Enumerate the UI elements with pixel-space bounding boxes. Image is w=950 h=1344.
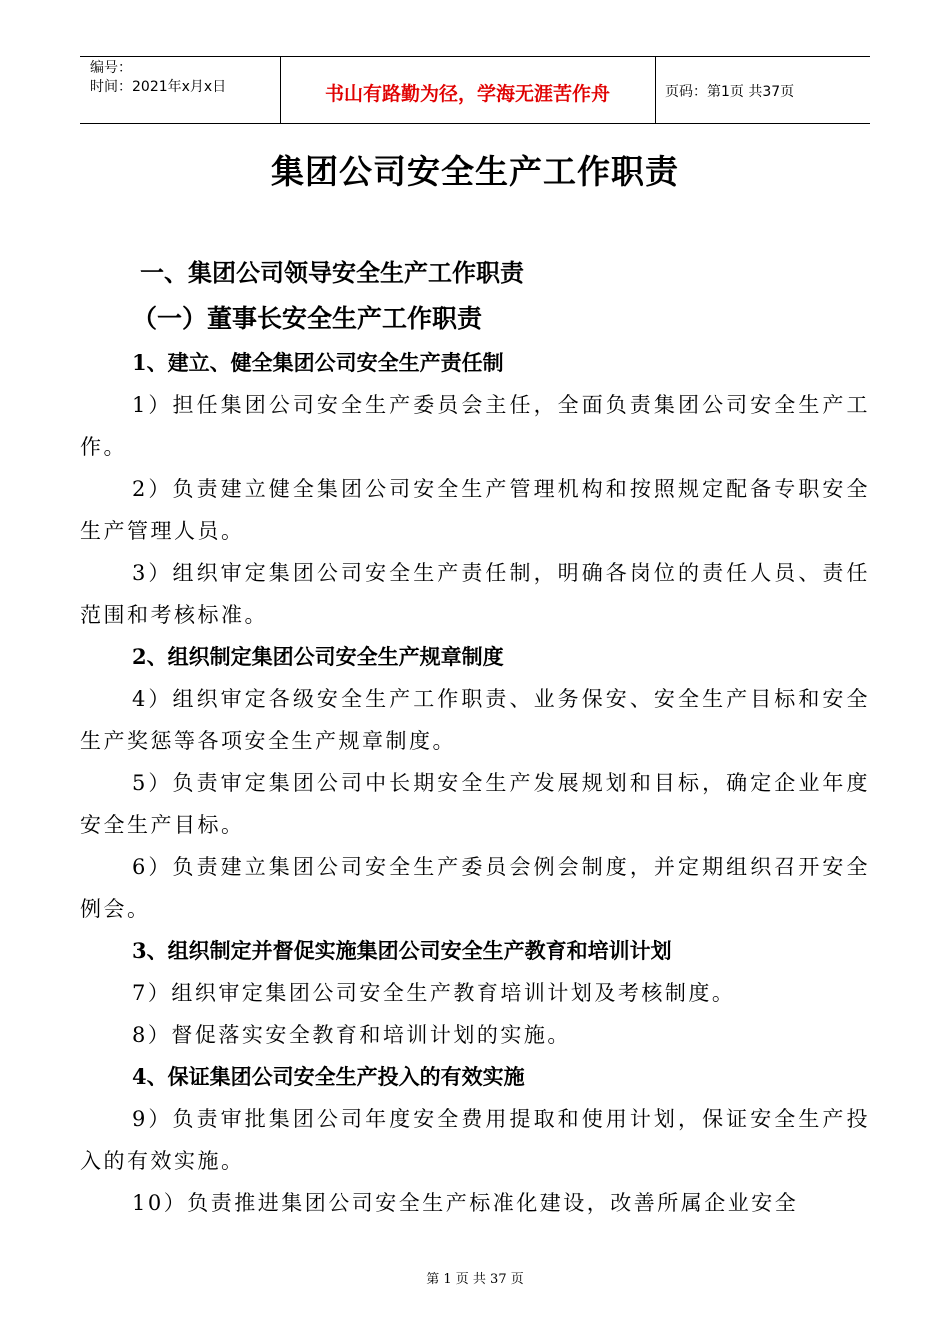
paragraph: 2）负责建立健全集团公司安全生产管理机构和按照规定配备专职安全生产管理人员。 xyxy=(80,477,870,543)
item-heading: 2、组织制定集团公司安全生产规章制度 xyxy=(132,644,504,669)
header-motto: 书山有路勤为径，学海无涯苦作舟 xyxy=(324,83,610,105)
paragraph: 10）负责推进集团公司安全生产标准化建设，改善所属企业安全 xyxy=(132,1191,799,1215)
page-footer: 第 1 页 共 37 页 xyxy=(426,1272,524,1287)
item-heading: 4、保证集团公司安全生产投入的有效实施 xyxy=(132,1064,525,1089)
section-heading: 一、集团公司领导安全生产工作职责 xyxy=(140,258,524,287)
header-page-info: 页码：第1页 共37页 xyxy=(665,84,795,100)
paragraph: 6）负责建立集团公司安全生产委员会例会制度，并定期组织召开安全例会。 xyxy=(80,855,870,921)
document-date-label: 时间：2021年x月x日 xyxy=(90,79,227,95)
paragraph: 5）负责审定集团公司中长期安全生产发展规划和目标，确定企业年度安全生产目标。 xyxy=(80,771,870,837)
item-heading: 3、组织制定并督促实施集团公司安全生产教育和培训计划 xyxy=(132,938,672,963)
paragraph: 7）组织审定集团公司安全生产教育培训计划及考核制度。 xyxy=(132,981,736,1005)
paragraph: 9）负责审批集团公司年度安全费用提取和使用计划，保证安全生产投入的有效实施。 xyxy=(80,1107,870,1173)
header-divider xyxy=(655,57,656,123)
item-heading: 1、建立、健全集团公司安全生产责任制 xyxy=(132,350,504,375)
document-body xyxy=(80,248,870,1224)
paragraph: 4）组织审定各级安全生产工作职责、业务保安、安全生产目标和安全生产奖惩等各项安全生产规章制度。 xyxy=(80,687,870,753)
paragraph: 3）组织审定集团公司安全生产责任制，明确各岗位的责任人员、责任范围和考核标准。 xyxy=(80,561,870,627)
subsection-heading: （一）董事长安全生产工作职责 xyxy=(132,304,483,333)
page-header xyxy=(80,56,870,124)
header-meta xyxy=(90,59,226,97)
paragraph: 1）担任集团公司安全生产委员会主任，全面负责集团公司安全生产工作。 xyxy=(80,393,870,459)
document-title: 集团公司安全生产工作职责 xyxy=(271,152,679,191)
paragraph: 8）督促落实安全教育和培训计划的实施。 xyxy=(132,1023,571,1047)
document-number-label: 编号： xyxy=(90,60,132,76)
